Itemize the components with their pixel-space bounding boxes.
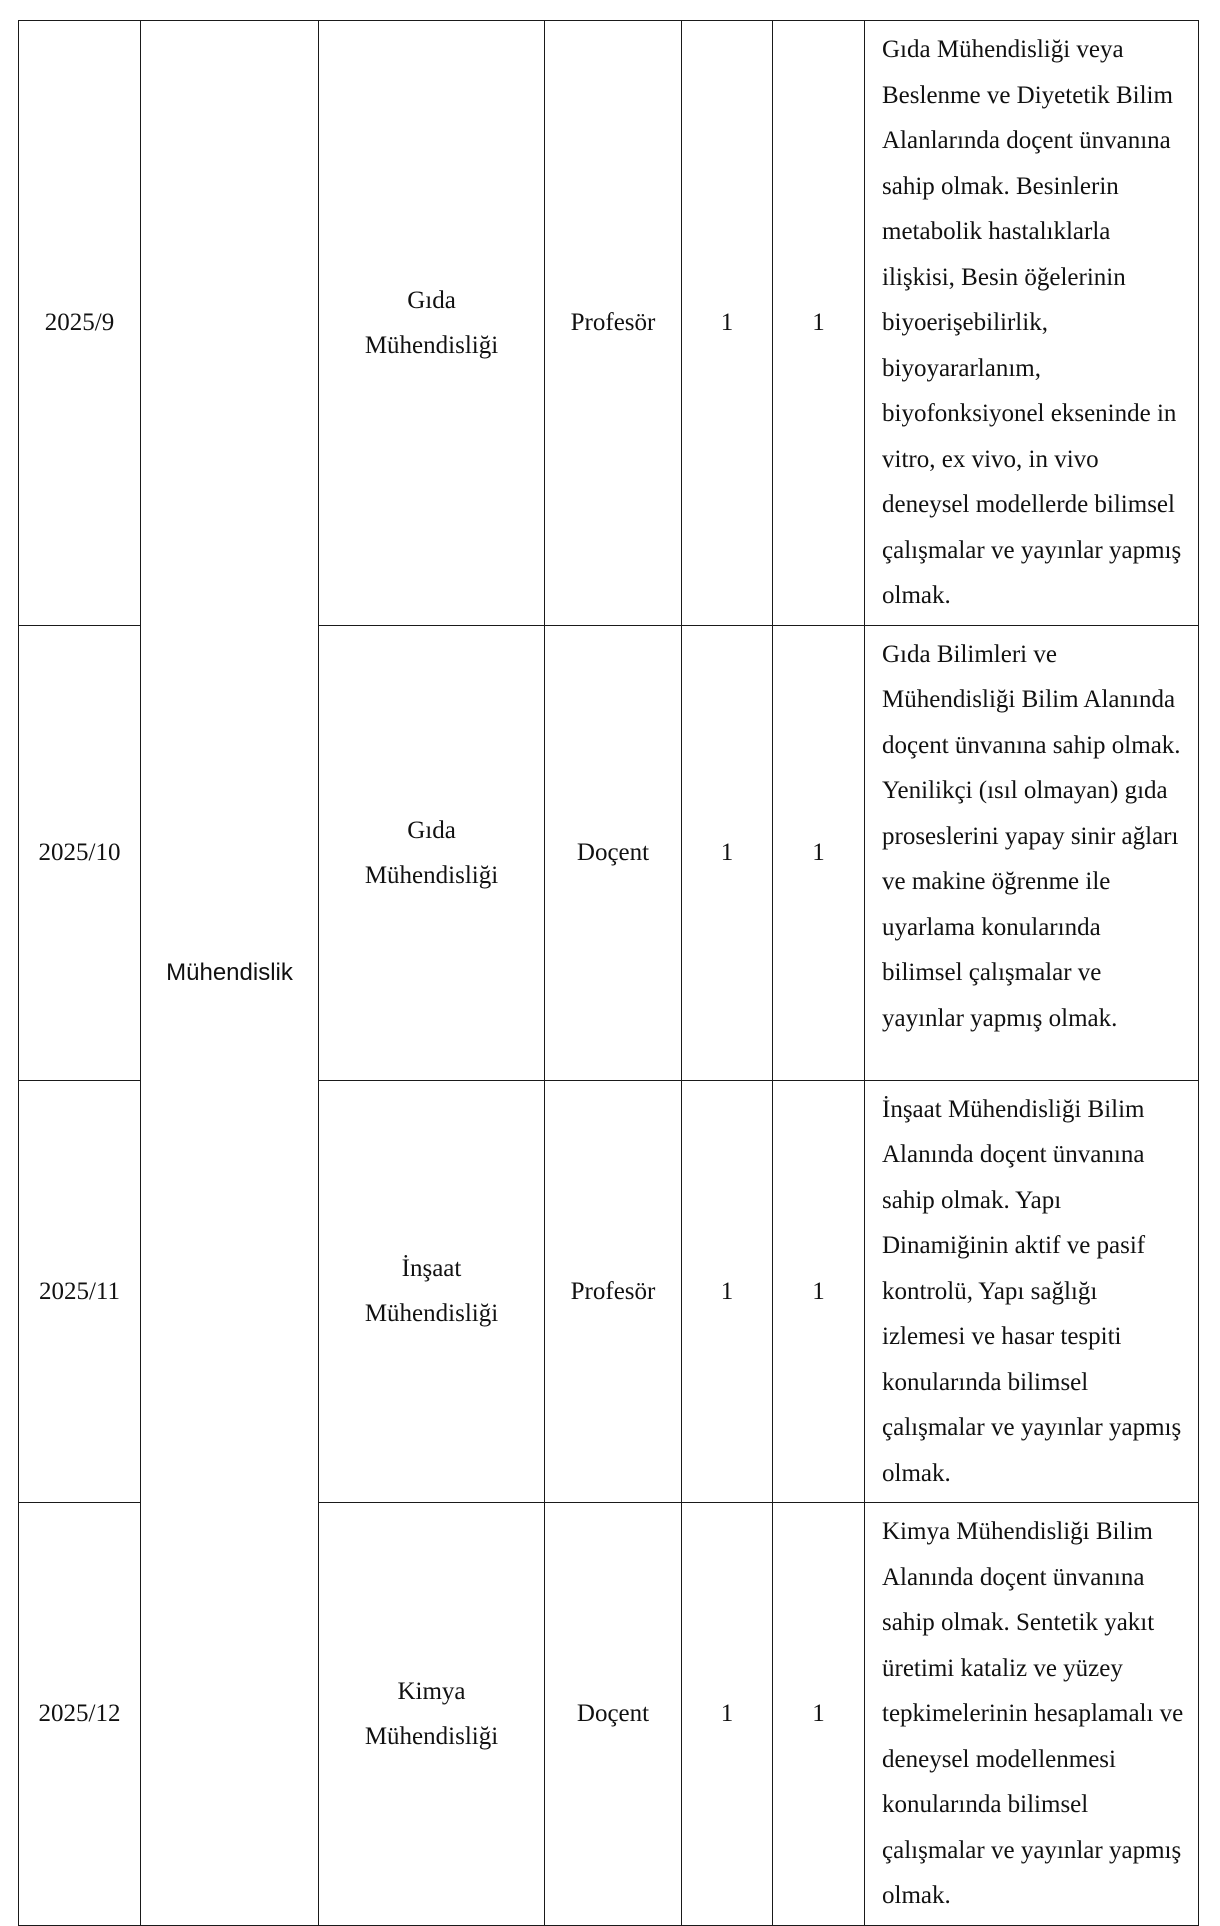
department-line2: Mühendisliği bbox=[364, 1722, 499, 1750]
academic-title: Doçent bbox=[576, 839, 650, 866]
count-cell-a bbox=[682, 625, 773, 1080]
count-b: 1 bbox=[812, 1700, 825, 1728]
department-cell bbox=[319, 1080, 545, 1503]
position-number-cell bbox=[19, 1503, 141, 1926]
department-line1: Kimya bbox=[397, 1677, 466, 1705]
position-number-cell bbox=[19, 21, 141, 626]
academic-title: Profesör bbox=[570, 1277, 656, 1305]
conditions-cell bbox=[865, 1503, 1199, 1926]
count-cell-b bbox=[773, 625, 865, 1080]
count-cell-b bbox=[773, 1503, 865, 1926]
position-number: 2025/12 bbox=[38, 1700, 121, 1728]
conditions-text: İnşaat Mühendisliği Bilim Alanında doçent ünvanına sahip olmak. Yapı Dinamiğinin aktif ve pasif kontrolü, Yapı sağlığı izlemesi ve hasar tespiti konularında bilimsel çalışmalar ve yayınlar yapmış olmak. bbox=[882, 1095, 1182, 1487]
conditions-text: Kimya Mühendisliği Bilim Alanında doçent ünvanına sahip olmak. Sentetik yakıt üretimi kataliz ve yüzey tepkimelerinin hesaplamalı ve deneysel modellenmesi konularında bilimsel çalışmalar ve yayınlar yapmış olmak. bbox=[882, 1518, 1184, 1909]
conditions-cell bbox=[865, 1080, 1199, 1503]
count-cell-b bbox=[773, 1080, 865, 1503]
faculty-name: Mühendislik bbox=[166, 959, 293, 987]
department-line1: İnşaat bbox=[401, 1255, 462, 1283]
count-a: 1 bbox=[720, 1700, 734, 1728]
staff-position-table bbox=[18, 20, 1199, 1926]
department-line1: Gıda bbox=[407, 286, 456, 314]
academic-title: Doçent bbox=[576, 1700, 650, 1728]
department-cell bbox=[319, 625, 545, 1080]
department-line2: Mühendisliği bbox=[364, 331, 499, 359]
conditions-cell bbox=[865, 625, 1199, 1080]
department-line1: Gıda bbox=[407, 816, 456, 844]
position-number: 2025/11 bbox=[38, 1277, 121, 1305]
faculty-cell bbox=[141, 21, 319, 1926]
department-cell bbox=[319, 1503, 545, 1926]
count-cell-a bbox=[682, 21, 773, 626]
title-cell bbox=[545, 1503, 682, 1926]
count-cell-b bbox=[773, 21, 865, 626]
position-number-cell bbox=[19, 1080, 141, 1503]
title-cell bbox=[545, 21, 682, 626]
count-b: 1 bbox=[812, 309, 825, 337]
conditions-text: Gıda Mühendisliği veya Beslenme ve Diyetetik Bilim Alanlarında doçent ünvanına sahip olmak. Besinlerin metabolik hastalıklarla ilişkisi, Besin öğelerinin biyoerişebilirlik, biyoyararlanım, biyofonksiyonel ekseninde in vitro, ex vivo, in vivo deneysel modellerde bilimsel çalışmalar ve yayınlar yapmış olmak. bbox=[882, 36, 1182, 609]
position-number-cell bbox=[19, 625, 141, 1080]
department-line2: Mühendisliği bbox=[364, 861, 499, 889]
count-cell-a bbox=[682, 1080, 773, 1503]
count-a: 1 bbox=[720, 1277, 734, 1305]
conditions-text: Gıda Bilimleri ve Mühendisliği Bilim Alanında doçent ünvanına sahip olmak. Yenilikçi (ısıl olmayan) gıda proseslerini yapay sinir ağları ve makine öğrenme ile uyarlama konularında bilimsel çalışmalar ve yayınlar yapmış olmak. bbox=[882, 640, 1181, 1032]
count-b: 1 bbox=[812, 1277, 825, 1305]
conditions-cell bbox=[865, 21, 1199, 626]
department-line2: Mühendisliği bbox=[364, 1300, 499, 1328]
count-cell-a bbox=[682, 1503, 773, 1926]
document-page bbox=[18, 20, 1198, 1909]
count-b: 1 bbox=[812, 839, 825, 866]
title-cell bbox=[545, 1080, 682, 1503]
academic-title: Profesör bbox=[570, 309, 656, 337]
position-number: 2025/9 bbox=[44, 309, 115, 337]
department-cell bbox=[319, 21, 545, 626]
position-number: 2025/10 bbox=[38, 839, 121, 866]
title-cell bbox=[545, 625, 682, 1080]
count-a: 1 bbox=[720, 839, 734, 866]
count-a: 1 bbox=[720, 309, 734, 337]
table-row bbox=[19, 21, 1199, 626]
